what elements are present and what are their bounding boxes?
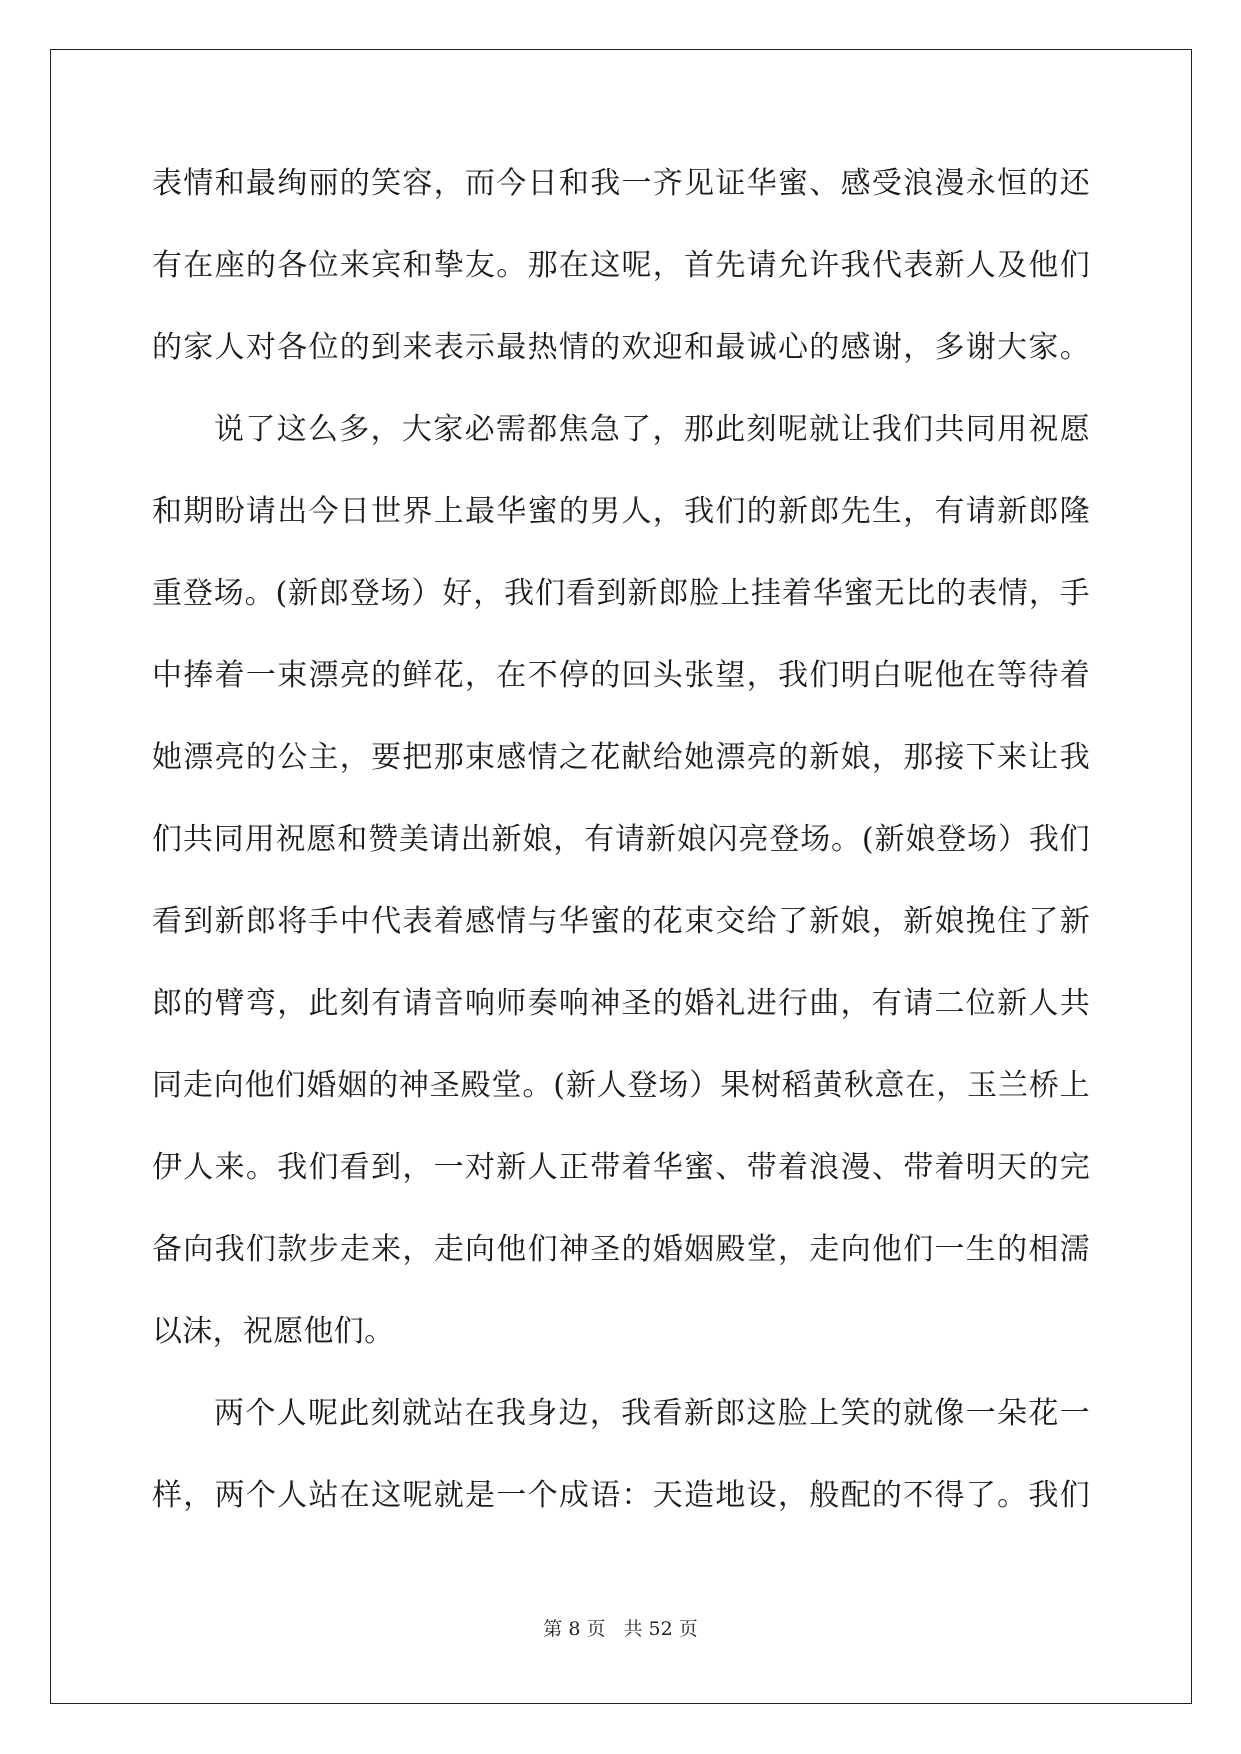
page-footer — [0, 1614, 1241, 1641]
text-line: 说了这么多，大家必需都焦急了，那此刻呢就让我们共同用祝愿 — [214, 412, 1090, 447]
text-line: 以沫，祝愿他们。 — [152, 1314, 395, 1349]
page-total: 共 52 页 — [623, 1618, 698, 1640]
text-line: 的家人对各位的到来表示最热情的欢迎和最诚心的感谢，多谢大家。 — [152, 330, 1090, 365]
text-line: 备向我们款步走来，走向他们神圣的婚姻殿堂，走向他们一生的相濡 — [152, 1232, 1090, 1267]
text-line: 和期盼请出今日世界上最华蜜的男人，我们的新郎先生，有请新郎隆 — [152, 494, 1090, 529]
text-line: 们共同用祝愿和赞美请出新娘，有请新娘闪亮登场。(新娘登场）我们 — [152, 822, 1090, 857]
text-line: 伊人来。我们看到，一对新人正带着华蜜、带着浪漫、带着明天的完 — [152, 1150, 1090, 1185]
text-line: 两个人呢此刻就站在我身边，我看新郎这脸上笑的就像一朵花一 — [214, 1396, 1090, 1431]
text-line: 重登场。(新郎登场）好，我们看到新郎脸上挂着华蜜无比的表情，手 — [152, 576, 1090, 611]
text-line: 她漂亮的公主，要把那束感情之花献给她漂亮的新娘，那接下来让我 — [152, 740, 1090, 775]
text-line: 郎的臂弯，此刻有请音响师奏响神圣的婚礼进行曲，有请二位新人共 — [152, 986, 1090, 1021]
document-body — [152, 160, 1090, 1554]
text-line: 中捧着一束漂亮的鲜花，在不停的回头张望，我们明白呢他在等待着 — [152, 658, 1090, 693]
text-line: 同走向他们婚姻的神圣殿堂。(新人登场）果树稻黄秋意在，玉兰桥上 — [152, 1068, 1090, 1103]
text-line: 看到新郎将手中代表着感情与华蜜的花束交给了新娘，新娘挽住了新 — [152, 904, 1090, 939]
text-line: 表情和最绚丽的笑容，而今日和我一齐见证华蜜、感受浪漫永恒的还 — [152, 166, 1090, 201]
text-line: 样，两个人站在这呢就是一个成语：天造地设，般配的不得了。我们 — [152, 1478, 1090, 1513]
text-line: 有在座的各位来宾和挚友。那在这呢，首先请允许我代表新人及他们 — [152, 248, 1090, 283]
page-number: 第 8 页 — [543, 1618, 606, 1640]
